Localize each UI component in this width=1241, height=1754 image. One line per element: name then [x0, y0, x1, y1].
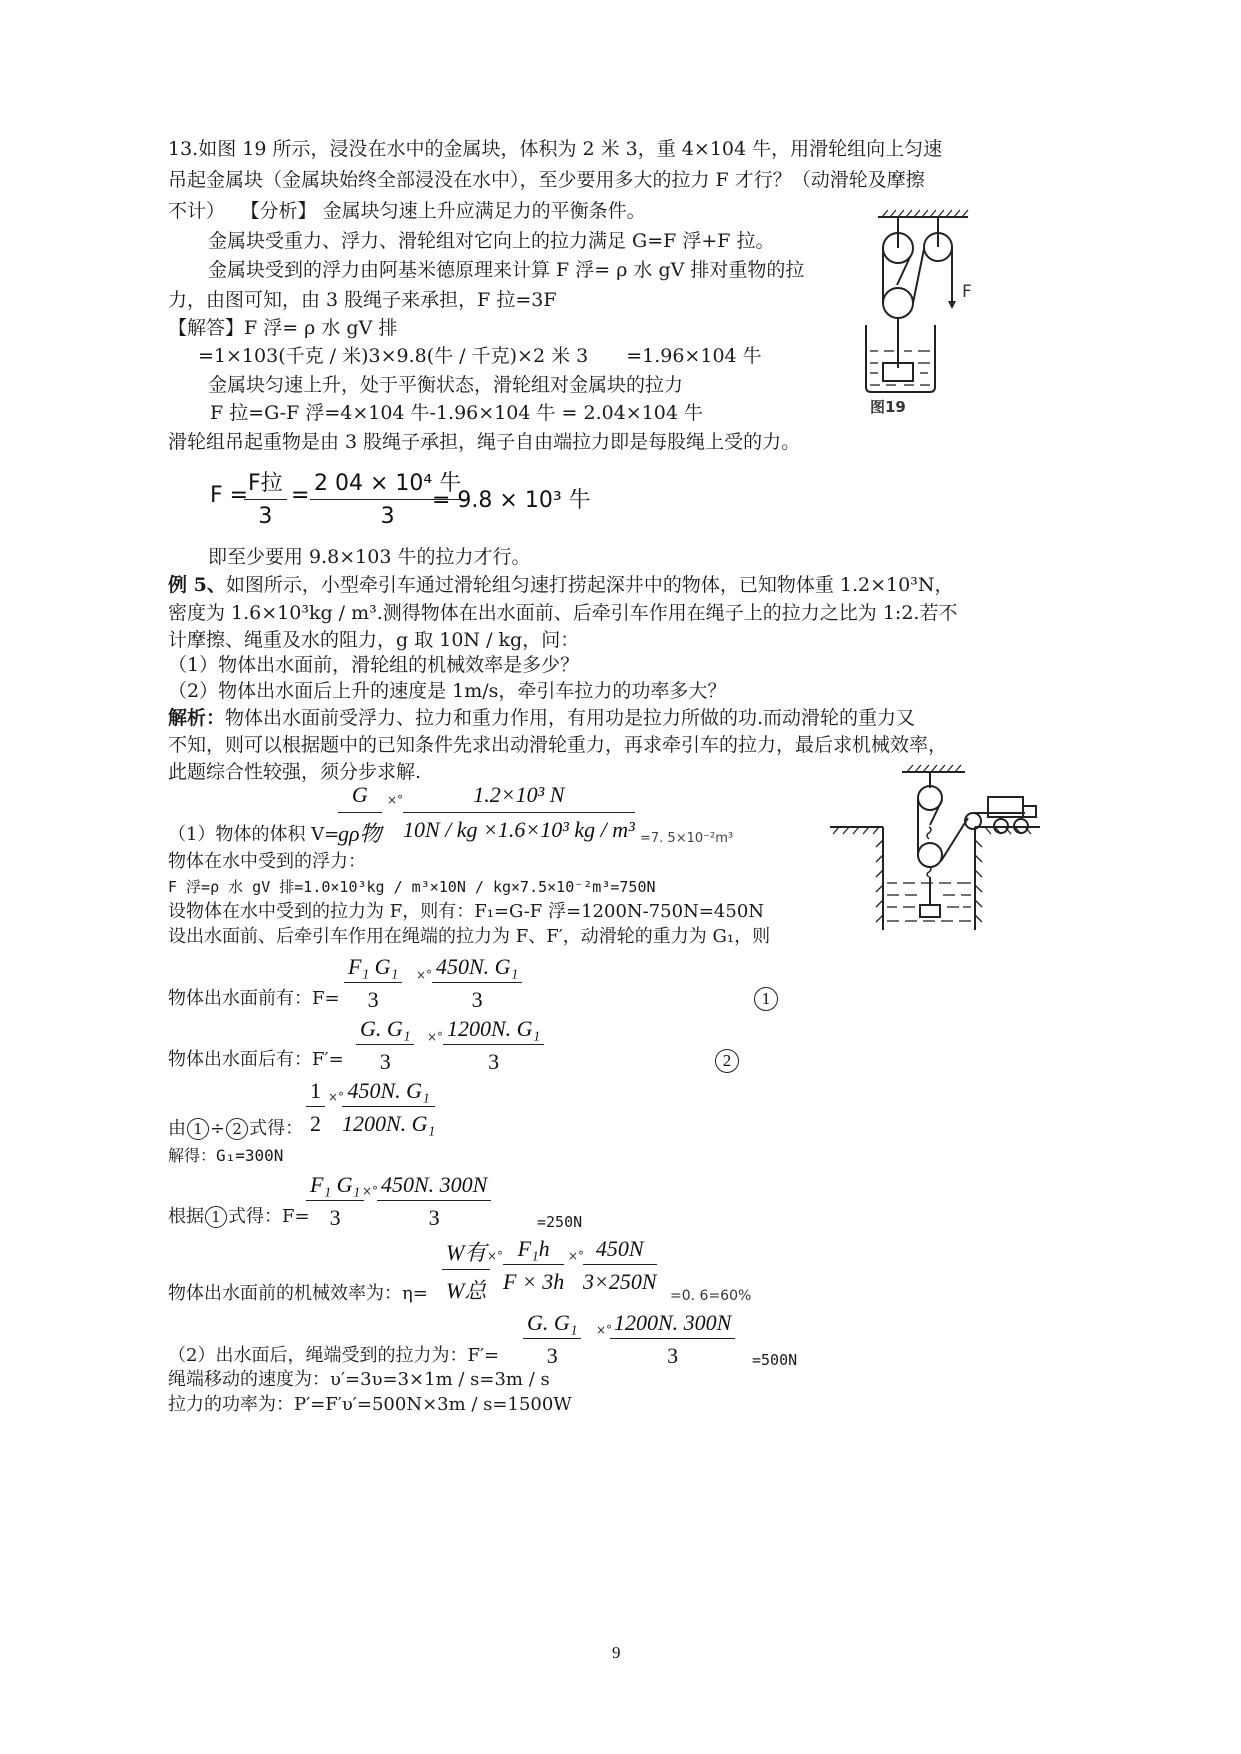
volume-result: =7. 5×10⁻²m³ [640, 831, 734, 846]
problem-13-line-5: 金属块受到的浮力由阿基米德原理来计算 F 浮= ρ 水 gV 排对重物的拉 [208, 259, 805, 281]
buoyancy-label: 物体在水中受到的浮力： [168, 851, 366, 872]
speed-equation: 绳端移动的速度为：υ′=3υ=3×1m / s=3m / s [168, 1369, 550, 1390]
example-5-line-2: 密度为 1.6×10³kg / m³.测得物体在出水面前、后牵引车作用在绳子上的拉力之比为 1:2.若不 [168, 602, 958, 624]
analysis-line-3: 此题综合性较强，须分步求解. [168, 761, 422, 783]
after-fraction-1 [523, 1310, 581, 1369]
ratio-marker-2: 2 [226, 1118, 248, 1140]
formula-fraction-1-denominator: 3 [258, 504, 273, 529]
buoyancy-equation: F 浮=ρ 水 gV 排=1.0×10³kg / m³×10N / kg×7.5×10⁻²m³=750N [168, 878, 656, 896]
force-label-suffix: 式得：F= [228, 1206, 310, 1227]
eq1-fraction-2 [432, 954, 522, 1013]
analysis-line-1 [168, 706, 915, 730]
eq1-label: 物体出水面前有：F= [168, 988, 340, 1009]
equals-glyph: ×° [596, 1323, 613, 1337]
movable-pulley [883, 288, 913, 318]
analysis-line-2: 不知，则可以根据题中的已知条件先求出动滑轮重力，再求牵引车的拉力，最后求机械效率， [168, 734, 948, 756]
eq2-fraction-1-numerator: G. G₁ [356, 1016, 414, 1045]
tension-equation: 设物体在水中受到的拉力为 F，则有：F₁=G-F 浮=1200N-750N=450N [168, 901, 765, 922]
volume-fraction-1-denominator: gρ物 [338, 821, 382, 846]
ratio-fraction-1-numerator: 1 [306, 1078, 325, 1107]
eq1-fraction-1-denominator: 3 [367, 987, 379, 1012]
formula-equals-2: = [291, 483, 310, 508]
example-5-line-3: 计摩擦、绳重及水的阻力，g 取 10N / kg，问： [168, 629, 580, 651]
example-5-question-2: （2）物体出水面后上升的速度是 1m/s，牵引车拉力的功率多大？ [168, 680, 727, 702]
equals-glyph: ×° [362, 1184, 379, 1198]
formula-equals: = [229, 483, 249, 508]
force-fraction-2 [377, 1172, 491, 1231]
after-result: =500N [752, 1351, 798, 1369]
equals-glyph: ×° [487, 1249, 504, 1263]
eq1-fraction-2-numerator: 450N. G₁ [432, 954, 522, 983]
efficiency-fraction-3-numerator: 450N [583, 1236, 657, 1265]
efficiency-fraction-1-denominator: W总 [446, 1278, 487, 1303]
analysis-line-1-text: 物体出水面前受浮力、拉力和重力作用，有用功是拉力所做的功.而动滑轮的重力又 [225, 707, 916, 729]
analysis-label: 解析： [168, 707, 226, 729]
volume-fraction-2-denominator: 10N / kg ×1.6×10³ kg / m³ [403, 817, 635, 842]
formula-fraction-2-numerator: 2 04 × 10⁴ 牛 [310, 466, 465, 500]
ratio-fraction-1-denominator: 2 [310, 1111, 321, 1136]
efficiency-fraction-1-numerator: W有 [442, 1236, 490, 1270]
after-fraction-1-numerator: G. G₁ [523, 1310, 581, 1339]
eq2-fraction-1-denominator: 3 [379, 1049, 391, 1074]
eq2-fraction-2-denominator: 3 [488, 1049, 500, 1074]
figure-19-caption: 图19 [870, 398, 906, 416]
equals-glyph: ×° [328, 1090, 345, 1104]
eq2-fraction-2 [443, 1016, 544, 1075]
eq1-fraction-2-denominator: 3 [471, 987, 483, 1012]
force-label-prefix: 根据 [168, 1206, 204, 1227]
problem-13-line-1: 13.如图 19 所示，浸没在水中的金属块，体积为 2 米 3，重 4×104 牛，用滑轮组向上匀速 [168, 138, 943, 160]
equation-marker-2: 2 [715, 1049, 739, 1073]
after-fraction-2-numerator: 1200N. 300N [610, 1310, 735, 1339]
equals-glyph: ×° [568, 1249, 585, 1263]
force-arrow-icon [948, 301, 956, 309]
movable-pulley [918, 843, 942, 867]
formula-fraction-1 [244, 466, 287, 529]
ratio-fraction-1 [306, 1078, 325, 1137]
formula-fraction-2-denominator: 3 [380, 504, 395, 529]
problem-13-line-9: 金属块匀速上升，处于平衡状态，滑轮组对金属块的拉力 [208, 374, 684, 396]
water-lines [870, 351, 930, 385]
ceiling-hatch [882, 210, 968, 217]
force-fraction-2-denominator: 3 [428, 1205, 440, 1230]
problem-13-line-11: 滑轮组吊起重物是由 3 股绳子承担，绳子自由端拉力即是每股绳上受的力。 [168, 431, 801, 453]
well-pulley-truck-diagram [825, 755, 1045, 935]
eq1-fraction-1 [344, 954, 402, 1013]
efficiency-fraction-2 [503, 1236, 564, 1295]
example-5-heading: 例 5、 [168, 574, 226, 596]
force-fraction-2-numerator: 450N. 300N [377, 1172, 491, 1201]
ratio-marker-1: 1 [187, 1118, 209, 1140]
problem-13-line-6: 力，由图可知，由 3 股绳子来承担，F 拉=3F [168, 289, 557, 311]
page-number: 9 [612, 1643, 621, 1662]
volume-fraction-2 [403, 782, 635, 843]
force-fraction-1-numerator: F₁ G₁ [306, 1172, 364, 1201]
figure-19-force-label: F [962, 282, 972, 302]
formula-lhs [210, 483, 248, 508]
force-result: =250N [537, 1213, 583, 1231]
after-fraction-1-denominator: 3 [546, 1343, 558, 1368]
figure-19-pulley-diagram [850, 205, 990, 420]
example-5-line-1 [168, 573, 953, 597]
object-block [920, 905, 940, 917]
ratio-divide-sign: ÷ [210, 1118, 226, 1139]
efficiency-fraction-3-denominator: 3×250N [583, 1269, 657, 1294]
example-5-question-1: （1）物体出水面前，滑轮组的机械效率是多少？ [168, 654, 580, 676]
eq2-label: 物体出水面后有：F′= [168, 1049, 344, 1070]
equals-glyph: ×° [387, 793, 404, 807]
equation-marker-1: 1 [754, 987, 778, 1011]
volume-label: （1）物体的体积 V= [168, 824, 340, 845]
force-label [168, 1205, 310, 1229]
problem-13-line-3: 不计） 【分析】 金属块匀速上升应满足力的平衡条件。 [168, 200, 646, 222]
volume-fraction-1-numerator: G [338, 782, 382, 813]
force-fraction-1-denominator: 3 [329, 1205, 341, 1230]
problem-13-line-4: 金属块受重力、浮力、滑轮组对它向上的拉力满足 G=F 浮+F 拉。 [208, 230, 775, 252]
efficiency-fraction-2-numerator: F₁h [503, 1236, 564, 1265]
efficiency-result: =0. 6=60% [670, 1288, 752, 1304]
ratio-fraction-2-numerator: 450N. G₁ [342, 1078, 435, 1107]
eq2-fraction-2-numerator: 1200N. G₁ [443, 1016, 544, 1045]
volume-fraction-2-numerator: 1.2×10³ N [403, 782, 635, 813]
efficiency-fraction-2-denominator: F × 3h [503, 1269, 565, 1294]
ratio-label [168, 1117, 303, 1141]
equals-glyph: ×° [416, 968, 433, 982]
example-5-line-1-text: 如图所示，小型牵引车通过滑轮组匀速打捞起深井中的物体，已知物体重 1.2×10³N， [225, 574, 954, 596]
solve-g1: 解得：G₁=300N [168, 1146, 284, 1165]
volume-fraction-1 [338, 782, 382, 848]
ratio-label-prefix: 由 [168, 1118, 186, 1139]
after-fraction-2-denominator: 3 [667, 1343, 679, 1368]
formula-result: = 9.8 × 10³ 牛 [432, 488, 591, 513]
problem-13-line-7: 【解答】F 浮= ρ 水 gV 排 [168, 317, 398, 339]
force-fraction-1 [306, 1172, 364, 1231]
efficiency-label: 物体出水面前的机械效率为：η= [168, 1283, 428, 1304]
efficiency-fraction-1 [442, 1236, 490, 1305]
formula-lhs-symbol: F [210, 483, 223, 508]
ratio-fraction-2-denominator: 1200N. G₁ [342, 1111, 436, 1136]
problem-13-line-8: =1×103(千克 / 米)3×9.8(牛 / 千克)×2 米 3 =1.96×104 牛 [198, 345, 762, 367]
eq1-fraction-1-numerator: F₁ G₁ [344, 954, 402, 983]
problem-13-conclusion: 即至少要用 9.8×103 牛的拉力才行。 [208, 546, 531, 568]
ratio-label-suffix: 式得： [249, 1118, 304, 1139]
equals-glyph: ×° [427, 1030, 444, 1044]
setup-statement: 设出水面前、后牵引车作用在绳端的拉力为 F、F′，动滑轮的重力为 G₁，则 [168, 926, 771, 947]
eq2-fraction-1 [356, 1016, 414, 1075]
efficiency-fraction-3 [583, 1236, 657, 1295]
ratio-fraction-2 [342, 1078, 435, 1137]
after-water-label: （2）出水面后，绳端受到的拉力为：F′= [168, 1345, 500, 1366]
power-equation: 拉力的功率为：P′=F′υ′=500N×3m / s=1500W [168, 1394, 572, 1415]
after-fraction-2 [610, 1310, 735, 1369]
formula-fraction-1-numerator: F拉 [244, 466, 287, 500]
force-marker-1: 1 [205, 1206, 227, 1228]
problem-13-line-2: 吊起金属块（金属块始终全部浸没在水中），至少要用多大的拉力 F 才行？（动滑轮及摩擦 [168, 169, 925, 191]
problem-13-line-10: F 拉=G-F 浮=4×104 牛-1.96×104 牛 = 2.04×104 牛 [210, 402, 704, 424]
